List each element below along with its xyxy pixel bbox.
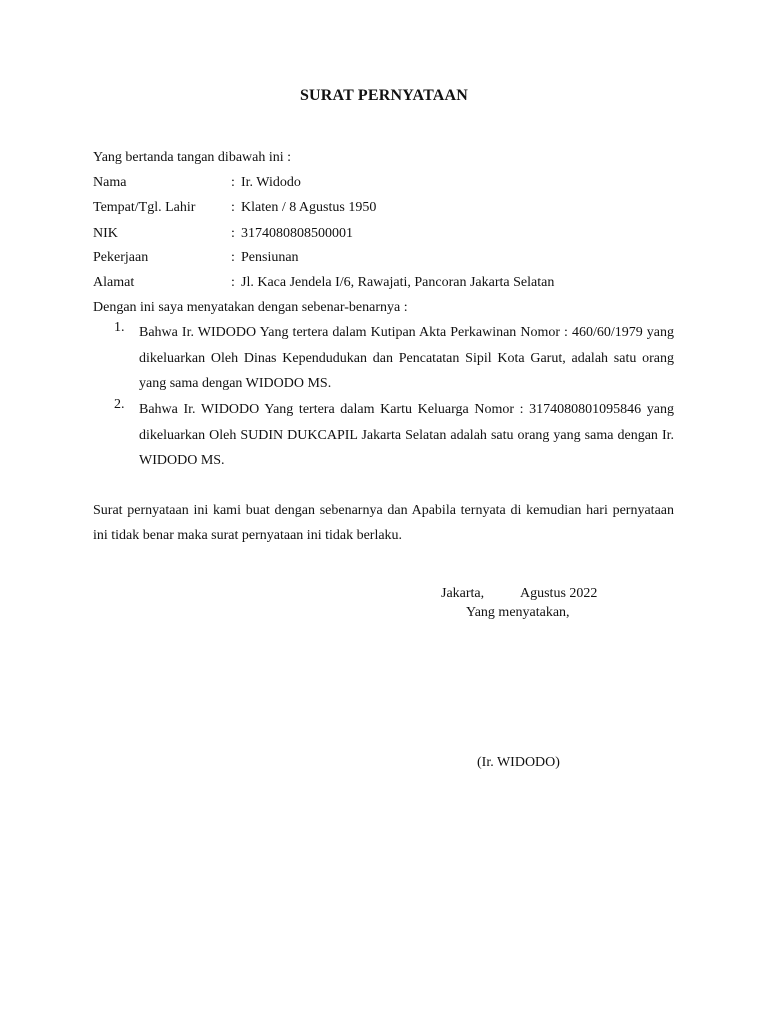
field-value: Ir. Widodo — [241, 175, 301, 190]
document-title: SURAT PERNYATAAN — [299, 87, 469, 104]
field-separator: : — [231, 275, 235, 290]
field-row-nama — [93, 175, 683, 191]
signature-date: Agustus 2022 — [520, 586, 598, 601]
field-row-alamat — [93, 275, 683, 291]
statement-intro: Dengan ini saya menyatakan dengan sebenar-benarnya : — [93, 300, 408, 315]
field-separator: : — [231, 175, 235, 190]
field-value: Jl. Kaca Jendela I/6, Rawajati, Pancoran Jakarta Selatan — [241, 275, 555, 290]
field-row-pekerjaan — [93, 250, 683, 266]
signature-role: Yang menyatakan, — [466, 605, 570, 620]
field-row-tempat-tgl-lahir — [93, 200, 683, 216]
field-label: Alamat — [93, 275, 135, 290]
field-label: NIK — [93, 226, 118, 241]
field-value: 3174080808500001 — [241, 226, 353, 241]
statement-text: Bahwa Ir. WIDODO Yang tertera dalam Kartu Keluarga Nomor : 3174080801095846 yang dikeluarkan Oleh SUDIN DUKCAPIL Jakarta Selatan adalah satu orang yang sama dengan Ir. WIDODO MS. — [139, 402, 674, 468]
signature-name: (Ir. WIDODO) — [477, 755, 560, 770]
statement-number: 2. — [114, 397, 125, 412]
field-separator: : — [231, 226, 235, 241]
field-label: Tempat/Tgl. Lahir — [93, 200, 196, 215]
field-row-nik — [93, 226, 683, 242]
field-value: Pensiunan — [241, 250, 299, 265]
field-label: Pekerjaan — [93, 250, 149, 265]
statement-text: Bahwa Ir. WIDODO Yang tertera dalam Kutipan Akta Perkawinan Nomor : 460/60/1979 yang dikeluarkan Oleh Dinas Kependudukan dan Pencatatan Sipil Kota Garut, adalah satu orang yang sama dengan WIDODO MS. — [139, 325, 674, 391]
closing-paragraph: Surat pernyataan ini kami buat dengan sebenarnya dan Apabila ternyata di kemudian hari pernyataan ini tidak benar maka surat pernyataan ini tidak berlaku. — [93, 503, 674, 543]
field-value: Klaten / 8 Agustus 1950 — [241, 200, 377, 215]
field-separator: : — [231, 200, 235, 215]
intro-text: Yang bertanda tangan dibawah ini : — [93, 150, 292, 165]
field-label: Nama — [93, 175, 127, 190]
statement-number: 1. — [114, 320, 125, 335]
signature-city: Jakarta, — [441, 586, 485, 601]
field-separator: : — [231, 250, 235, 265]
